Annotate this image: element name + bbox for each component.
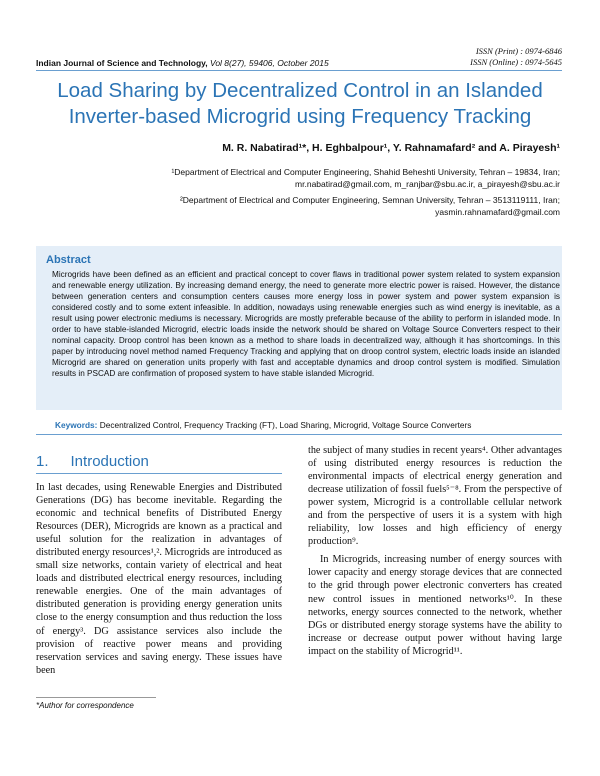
journal-name: Indian Journal of Science and Technology,	[36, 58, 208, 68]
title-line-1: Load Sharing by Decentralized Control in an Islanded	[57, 79, 543, 102]
affiliation-2: ²Department of Electrical and Computer Engineering, Semnan University, Tehran – 3513119111, Iran;	[179, 195, 560, 205]
keywords	[55, 420, 471, 430]
abstract-text: Microgrids have been defined as an efficient and practical concept to cover flaws in traditional power system related to system expansion and renewable energy utilization. By increasing demand energy, the need to generate more electric power is raised. However, the distance between generation centers and consumption centers causes more energy loss in power system and power system expansion is considered costly and to some extent infeasible. In addition, nowadays using renewable energies such as wind energy is inevitable, as a result using power electronic mediums is necessary. Microgrids are mostly preferable because of the ability to perform in islanded mode. In order to have stable-islanded Microgrid, electric loads inside the network should be shared on Voltage Source Converters respect to their nominal capacity. Droop control has been known as a method to share loads in decentralized way, although it has shortcomings. In this paper by introducing novel method named Frequency Tracking and applying that on droop control system, electric loads inside an islanded Microgrid are shared on generation units properly with fast and acceptable dynamics and droop control system is modified. Simulation results in PSCAD are confirmation of proposed system to have stable islanded Microgrid.	[52, 270, 560, 379]
paragraph: In last decades, using Renewable Energies and Distributed Generations (DG) has become inevitable. Regarding the economic and technical benefits of Distributed Energy Resources (DER), Microgrids are known as a practical and useful solution for the realization in advantages of distributed energy resources¹,². Microgrids are introduced as small size networks, contain variety of electrical and heat loads and distributed electrical energy resources, including renewable energies. One of the main advantages of distributed generation is providing energy generation units close to the energy consumption and thus reduction the loss of energy³. DG assistance services also include the provision of reactive power means and providing reservation services and saving energy. These issues have been	[36, 482, 282, 676]
issn-block	[470, 46, 562, 68]
section-title: Introduction	[70, 453, 149, 470]
title-line-2: Inverter-based Microgrid using Frequency Tracking	[68, 105, 532, 128]
paragraph: In Microgrids, increasing number of energy sources with lower capacity and energy storage devices that are connected to the grid through power electronic converters has created new control issues in mentioned networks¹⁰. In these networks, energy sources connected to the network, whether DGs or distributed energy storage systems have the ability to increase or decrease output power without having large impact on the stability of Microgrid¹¹.	[308, 554, 562, 657]
section-number: 1.	[36, 453, 49, 470]
issn-online: ISSN (Online) : 0974-5645	[470, 57, 562, 67]
abstract-heading: Abstract	[46, 254, 91, 266]
paragraph: the subject of many studies in recent years⁴. Other advantages of using distributed energy resources is reduction the environmental impacts of electrical energy generation and decrease utilization of fossil fuels⁵⁻⁸. From the perspective of power system, Microgrid is a controllable cellular network and from the perspective of users it is a system with high reliability, low losses and high efficiency of energy production⁹.	[308, 445, 562, 548]
issn-print: ISSN (Print) : 0974-6846	[475, 46, 562, 56]
journal-volume: Vol 8(27), 59406, October 2015	[207, 58, 329, 68]
author-list: M. R. Nabatirad¹*, H. Eghbalpour¹, Y. Rahnamafard² and A. Pirayesh¹	[222, 142, 560, 154]
keywords-text: Decentralized Control, Frequency Tracking (FT), Load Sharing, Microgrid, Voltage Source Converters	[97, 420, 472, 430]
affiliation-2-email: yasmin.rahnamafard@gmail.com	[435, 207, 560, 217]
journal-citation	[36, 58, 329, 68]
section-rule	[36, 473, 282, 474]
affiliation-1-emails: mr.nabatirad@gmail.com, m_ranjbar@sbu.ac.ir, a_pirayesh@sbu.ac.ir	[295, 179, 560, 189]
keywords-label: Keywords:	[55, 420, 98, 430]
body-right-column	[308, 444, 562, 658]
affiliation-1: ¹Department of Electrical and Computer Engineering, Shahid Beheshti University, Tehran – 19834, Iran;	[171, 167, 560, 177]
section-heading	[36, 453, 149, 470]
keywords-rule	[36, 434, 562, 435]
footnote: *Author for correspondence	[36, 701, 134, 710]
body-left-column	[36, 481, 282, 677]
footnote-rule	[36, 697, 156, 698]
paper-title	[20, 78, 580, 130]
header-rule	[36, 70, 562, 71]
